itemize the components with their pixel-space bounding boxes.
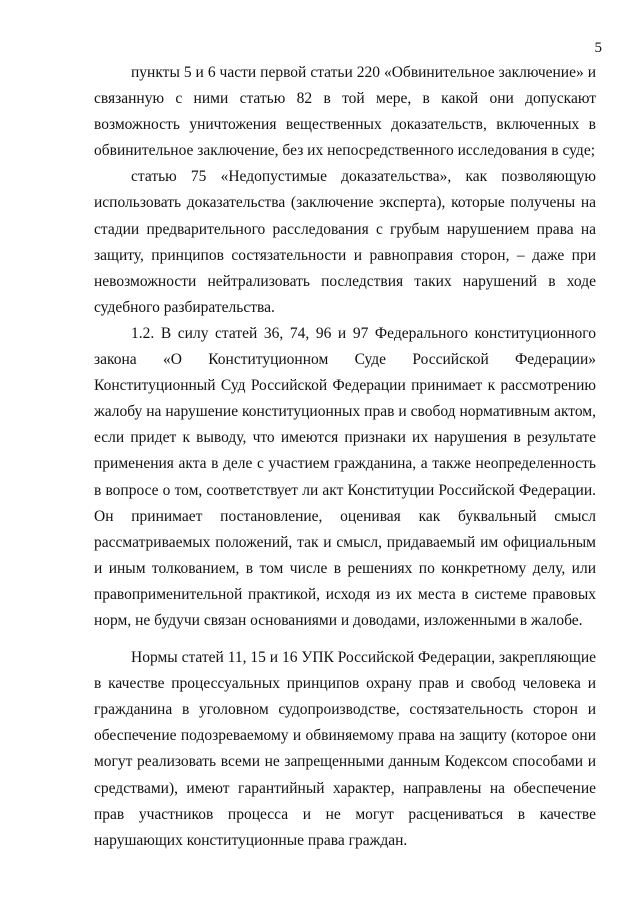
paragraph-section-1-2: 1.2. В силу статей 36, 74, 96 и 97 Федерального конституционного закона «О Конституционном Суде Российской Федерации» Конституционный Суд Российской Федерации принимает к рассмотрению жалобу на нарушение конституционных прав и свобод нормативным актом, если придет к выводу, что имеются признаки их нарушения в результате применения акта в деле с участием гражданина, а также неопределенность в вопросе о том, соответствует ли акт Конституции Российской Федерации. Он принимает постановление, оценивая как буквальный смысл рассматриваемых положений, так и смысл, придаваемый им официальным и иным толкованием, в том числе в решениях по конкретному делу, или правоприменительной практикой, исходя из их места в системе правовых норм, не будучи связан основаниями и доводами, изложенными в жалобе. (94, 324, 596, 629)
paragraph-article-220: пункты 5 и 6 части первой статьи 220 «Обвинительное заключение» и связанную с ними статью 82 в той мере, в какой они допускают возможность уничтожения вещественных доказательств, включенных в обвинительное заключение, без их непосредственного исследования в суде; (94, 64, 596, 160)
paragraph-upk-norms: Нормы статей 11, 15 и 16 УПК Российской Федерации, закрепляющие в качестве процессуальных принципов охрану прав и свобод человека и гражданина в уголовном судопроизводстве, состязательность сторон и обеспечение подозреваемому и обвиняемому права на защиту (которое они могут реализовать всеми не запрещенными данным Кодексом способами и средствами), имеют гарантийный характер, направлены на обеспечение прав участников процесса и не могут расцениваться в качестве нарушающих конституционные права граждан. (94, 649, 596, 849)
page-number: 5 (594, 40, 602, 56)
document-body (94, 60, 596, 854)
paragraph-article-75: статью 75 «Недопустимые доказательства», как позволяющую использовать доказательства (заключение эксперта), которые получены на стадии предварительного расследования с грубым нарушением права на защиту, принципов состязательности и равноправия сторон, – даже при невозможности нейтрализовать последствия таких нарушений в ходе судебного разбирательства. (94, 168, 596, 316)
